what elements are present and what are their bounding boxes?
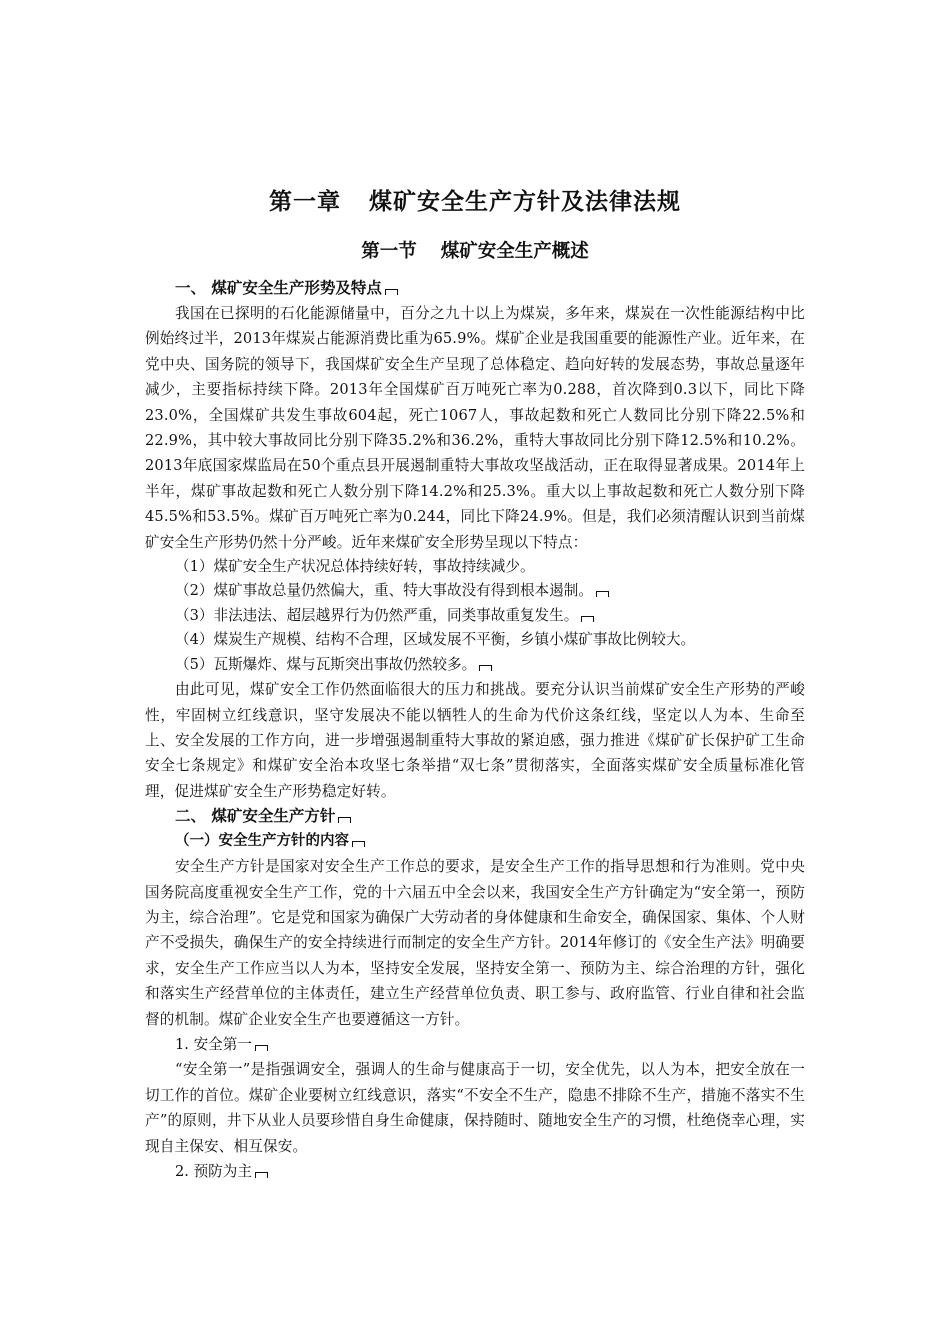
paragraph-mark-icon — [385, 289, 398, 295]
list-item: （4）煤炭生产规模、结构不合理，区域发展不平衡，乡镇小煤矿事故比例较大。 — [175, 631, 696, 649]
list-item: （3）非法违法、超层越界行为仍然严重，同类事故重复发生。 — [145, 604, 805, 628]
heading-part2: 二、 煤矿安全生产方针 — [145, 804, 805, 829]
section-name: 煤矿安全生产概述 — [440, 241, 589, 262]
chapter-title — [145, 183, 805, 216]
paragraph: “安全第一”是指强调安全，强调人的生命与健康高于一切，安全优先，以人为本，把安全放在一切工作的首位。煤矿企业要树立红线意识，落实“不安全不生产，隐患不排除不生产，措施不落实不生产”的原则，井下从业人员要珍惜自身生命健康，保持随时、随地安全生产的习惯，杜绝侥幸心理，实现自主保安、相互保安。 — [145, 1061, 805, 1155]
paragraph-mark-icon — [255, 1045, 268, 1051]
paragraph-mark-icon — [352, 841, 365, 847]
point-title: 1. 安全第一 — [145, 1032, 805, 1057]
list-item: （1）煤矿安全生产状况总体持续好转，事故持续减少。 — [175, 558, 535, 576]
paragraph-mark-icon — [338, 817, 351, 823]
section-number: 第一节 — [361, 241, 417, 262]
chapter-number: 第一章 — [269, 189, 341, 215]
chapter-name: 煤矿安全生产方针及法律法规 — [369, 189, 681, 215]
paragraph: 由此可见，煤矿安全工作仍然面临很大的压力和挑战。要充分认识当前煤矿安全生产形势的严峻性，牢固树立红线意识，坚守发展决不能以牺牲人的生命为代价这条红线，坚定以人为本、生命至上、安全发展的工作方向，进一步增强遏制重特大事故的紧迫感，强力推进《煤矿矿长保护矿工生命安全七条规定》和煤矿安全治本攻坚七条举措“双七条”贯彻落实，全面落实煤矿安全质量标准化管理，促进煤矿安全生产形势稳定好转。 — [145, 681, 805, 800]
list-item: （5）瓦斯爆炸、煤与瓦斯突出事故仍然较多。 — [145, 653, 805, 677]
point-title: 2. 预防为主 — [145, 1159, 805, 1184]
paragraph-mark-icon — [581, 616, 594, 622]
document-body — [145, 276, 805, 1184]
heading-part1: 一、 煤矿安全生产形势及特点 — [145, 276, 805, 301]
paragraph-mark-icon — [479, 665, 492, 671]
section-title — [145, 237, 805, 263]
list-item: （2）煤矿事故总量仍然偏大，重、特大事故没有得到根本遏制。 — [145, 579, 805, 603]
paragraph: 安全生产方针是国家对安全生产工作总的要求，是安全生产工作的指导思想和行为准则。党中央国务院高度重视安全生产工作，党的十六届五中全会以来，我国安全生产方针确定为“安全第一，预防为主，综合治理”。它是党和国家为确保广大劳动者的身体健康和生命安全，确保国家、集体、个人财产不受损失，确保生产的安全持续进行而制定的安全生产方针。2014年修订的《安全生产法》明确要求，安全生产工作应当以人为本，坚持安全发展，坚持安全第一、预防为主、综合治理的方针，强化和落实生产经营单位的主体责任，建立生产经营单位负责、职工参与、政府监管、行业自律和社会监督的机制。煤矿企业安全生产也要遵循这一方针。 — [145, 858, 805, 1028]
paragraph-mark-icon — [255, 1172, 268, 1178]
subheading-policy-content: （一）安全生产方针的内容 — [145, 829, 805, 854]
paragraph-mark-icon — [596, 591, 609, 597]
paragraph: 我国在已探明的石化能源储量中，百分之九十以上为煤炭，多年来，煤炭在一次性能源结构中比例始终过半，2013年煤炭占能源消费比重为65.9%。煤矿企业是我国重要的能源性产业。近年来，在党中央、国务院的领导下，我国煤矿安全生产呈现了总体稳定、趋向好转的发展态势，事故总量逐年减少，主要指标持续下降。2013年全国煤矿百万吨死亡率为0.288，首次降到0.3以下，同比下降23.0%，全国煤矿共发生事故604起，死亡1067人，事故起数和死亡人数同比分别下降22.5%和22.9%，其中较大事故同比分别下降35.2%和36.2%，重特大事故同比分别下降12.5%和10.2%。2013年底国家煤监局在50个重点县开展遏制重特大事故攻坚战活动，正在取得显著成果。2014年上半年，煤矿事故起数和死亡人数分别下降14.2%和25.3%。重大以上事故起数和死亡人数分别下降45.5%和53.5%。煤矿百万吨死亡率为0.244，同比下降24.9%。但是，我们必须清醒认识到当前煤矿安全生产形势仍然十分严峻。近年来煤矿安全形势呈现以下特点： — [145, 305, 805, 551]
